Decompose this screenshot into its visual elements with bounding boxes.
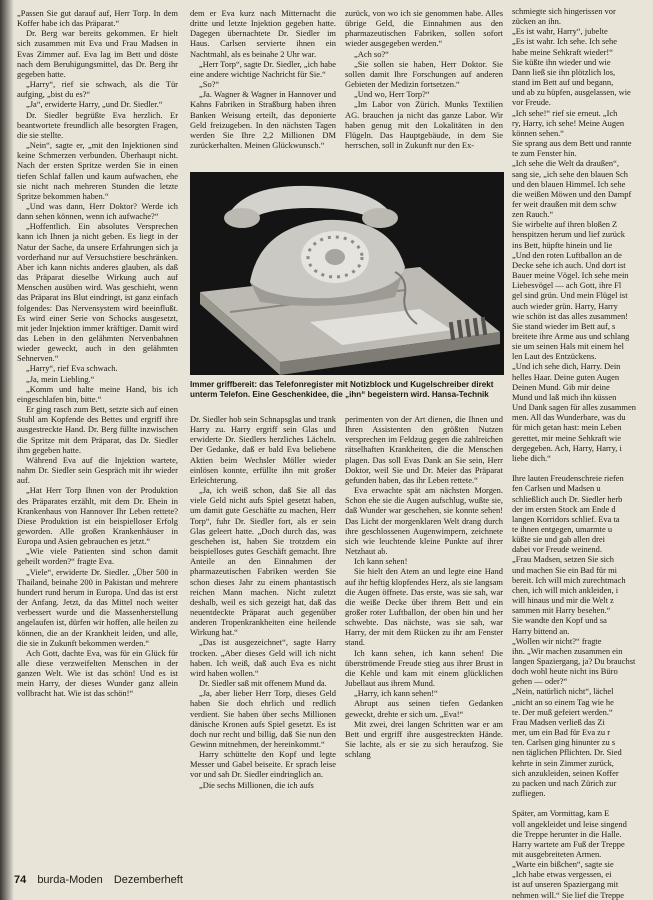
- paragraph: „Passen Sie gut darauf auf, Herr Torp. In dem Koffer habe ich das Präparat.“: [17, 8, 178, 29]
- paragraph: Mit zwei, drei langen Schritten war er am Bett und ergriff ihre ausgestreckten Hände. Sie lachte, als er sie zu sich heraufzog. Sie schlang: [345, 718, 503, 760]
- paragraph: Abrupt aus seinen tiefen Gedanken geweckt, drehte er sich um. „Eva!“: [345, 698, 503, 719]
- paragraph: ry, Harry, ich sehe! Meine Augen: [512, 117, 625, 128]
- article-column-1: [17, 8, 178, 860]
- scan-binding-shadow: [0, 0, 14, 900]
- paragraph: „Frau Madsen, setzen Sie sich: [512, 554, 614, 565]
- paragraph: Später, am Vormittag, kam E: [512, 808, 610, 819]
- paragraph: „Ach so?“: [354, 48, 389, 59]
- paragraph: len Laut des Entzückens.: [512, 351, 597, 362]
- paragraph: „Und den roten Luftballon an de: [512, 249, 622, 260]
- paragraph: „Ich sehe die Welt da draußen“,: [512, 158, 619, 169]
- photo-caption: Immer griffbereit: das Telefonregister mit Notizblock und Kugelschreiber direkt unterm Telefon. Eine Geschenkidee, die „ihn“ begeistern wird. Hansa-Technik: [190, 380, 494, 400]
- paragraph: auch wieder grün. Harry, Harry: [512, 300, 618, 311]
- paragraph: „nicht an so einem Tag wie he: [512, 696, 614, 707]
- paragraph: Dr. Berg war bereits gekommen. Er hielt sich zusammen mit Eva und Frau Madsen in Evas Zimmer auf. Eva lag im Bett und döste nach dem Beruhigungsmittel, das Dr. Berg ihr gegeben hatte.: [17, 28, 178, 79]
- paragraph: „Harry“, rief sie schwach, als die Tür aufging, „bist du es?“: [17, 79, 178, 100]
- paragraph: „Herr Torp“, sagte Dr. Siedler, „ich habe eine andere wichtige Nachricht für Sie.“: [190, 58, 336, 79]
- paragraph: für mich getan hast: mein Leben: [512, 422, 622, 433]
- paragraph: zen Rauch.“: [512, 209, 554, 220]
- paragraph: und ab zu hüpfen, ausgelassen, wie: [512, 87, 631, 98]
- paragraph: mit ausgebreiteten Armen.: [512, 848, 602, 859]
- paragraph: Er ging rasch zum Bett, setzte sich auf einen Stuhl am Kopfende des Bettes und ergriff ihre ausgestreckte Hand. Dr. Berg füllte inzwischen die Spritze mit dem Präparat, das Dr. Siedler ihm gegeben hatte.: [17, 404, 178, 455]
- paragraph: Ach Gott, dachte Eva, was für ein Glück für alle diese verzweifelten Menschen in der ganzen Welt. Wie ist das schön! Und es ist mein Harry, der dieses Wunder ganz allein vollbracht hat. Wie ist das schön!“: [17, 647, 178, 699]
- paragraph: sich anzukleiden, seinen Koffer: [512, 767, 619, 778]
- paragraph: Dr. Siedler saß mit offenem Mund da.: [199, 678, 327, 689]
- paragraph: gerettet, mir meine Sehkraft wie: [512, 432, 621, 443]
- telephone-image: [190, 172, 504, 375]
- paragraph: „Ja, ich weiß schon, daß Sie all das viele Geld nicht aufs Spiel gesetzt haben, um damit gute Geschäfte zu machen, Herr Torp“, fuhr Dr. Siedler fort, als er sein Glas geleert hatte. „Doch durch das, was geschehen ist, haben Sie trotzdem ein beispielloses gutes Geschäft gemacht. Ihre Anteile an den Einnahmen der pharmazeutischen Fabriken werden Sie schon dieses Jahr zu einem phantastisch reichen Mann machen. Nicht zuletzt deshalb, weil es sich gezeigt hat, daß das neuentdeckte Präparat auch gegenüber anderen Tropenkrankheiten eine heilende Wirkung hat.“: [190, 485, 336, 638]
- paragraph: der im ersten Stock am Ende d: [512, 503, 616, 514]
- paragraph: zücken an ihn.: [512, 16, 561, 27]
- paragraph: Sie stand wieder im Bett auf, s: [512, 320, 616, 331]
- paragraph: will hinaus und mir die Welt z: [512, 595, 614, 606]
- paragraph: nen täglichen Pflichten. Dr. Sied: [512, 747, 622, 758]
- paragraph: Sie küßte ihn wieder und wie: [512, 56, 611, 67]
- paragraph: „Viele“, erwiderte Dr. Siedler. „Über 500 in Thailand, beinahe 200 in Pakistan und mehrere hundert rund herum in Europa. Und das ist erst der Anfang. Jetzt, da das Mittel noch weiter verbessert wurde und die Massenherstellung angelaufen ist, dürfen wir hoffen, alle heilen zu können, die an der Krankheit leiden, und alle, die sie in Zukunft bekommen werden.“: [17, 566, 178, 648]
- paragraph: „Ja, mein Liebling.“: [26, 373, 95, 384]
- paragraph: „Sie sollen sie haben, Herr Doktor. Sie sollen damit Ihre Forschungen auf anderen Gebieten der Medizin fortsetzen.“: [345, 58, 503, 90]
- paragraph: Sie wirbelte auf ihren bloßen Z: [512, 219, 618, 230]
- paragraph: [512, 463, 653, 473]
- paragraph: liebe dich.“: [512, 452, 551, 463]
- paragraph: „Im Labor von Zürich. Munks Textilien AG. brauchen ja nicht das ganze Labor. Wir haben genug mit den Lokalitäten in den Flügeln. Das Hauptgebäude, in dem Sie herrschen, soll in Zukunft nur den Ex-: [345, 99, 503, 151]
- paragraph: langen Spaziergang, ja? Du brauchst: [512, 656, 636, 666]
- paragraph: nehmen will.“ Sie lief die Treppe: [512, 889, 625, 900]
- paragraph: chen, ich will mich ankleiden, i: [512, 584, 619, 595]
- article-column-3-top: [345, 8, 503, 164]
- paragraph: Dann ließ sie ihn plötzlich los,: [512, 66, 616, 77]
- paragraph: bereit. Ich will mich zurechtmach: [512, 574, 626, 585]
- paragraph: dergegeben. Ach, Harry, Harry, i: [512, 442, 622, 453]
- paragraph: te zum Fenster hin.: [512, 148, 577, 159]
- paragraph: wie schön ist das alles zusammen!: [512, 310, 628, 321]
- paragraph: „Ja, aber lieber Herr Torp, dieses Geld haben Sie doch ehrlich und redlich verdient. Sie haben über sechs Millionen dänische Kronen aufs Spiel gesetzt. Es ist doch nur recht und billig, daß Sie nun den Gewinn mitnehmen, der hereinkommt.“: [190, 688, 336, 749]
- paragraph: „Es ist wahr, Harry“, jubelte: [512, 26, 608, 37]
- paragraph: sie um seinen Hals mit einem hel: [512, 341, 625, 352]
- paragraph: habe meine Sehkraft wieder!“: [512, 46, 613, 57]
- paragraph: Bauer meine Vögel. Ich sehe mein: [512, 270, 629, 281]
- paragraph: gehen — oder?“: [512, 676, 568, 687]
- paragraph: Sie hielt den Atem an und legte eine Hand auf ihr heftig klopfendes Herz, als sie langsam die Augen öffnete. Das erste, was sie sah, war die weiße Decke über ihrem Bett und ein großer roter Luftballon, der oben hin und her schwebte. Das nächste, was sie sah, war Harry, der mit dem Rücken zu ihr am Fenster stand.: [345, 566, 503, 648]
- paragraph: „Die sechs Millionen, die ich aufs: [199, 779, 314, 790]
- paragraph: Eva erwachte spät am nächsten Morgen. Schon ehe sie die Augen aufschlug, wußte sie, daß Wunder war geschehen, sie konnte sehen! Das Licht der morgenklaren Welt drang durch ihre geschlossenen Augenwimpern, zeichnete sich wie leuchtende kleine Punkte auf ihrer Netzhaut ab.: [345, 485, 503, 557]
- paragraph: „Hat Herr Torp Ihnen von der Produktion des Präparates erzählt, mit dem Dr. Ehein in Krankenhaus von Hannover Ihr Leben rettete? Diese Produktion ist ein beispielloser Erfolg geworden. Alle großen Krankenhäuser in Europa und Asien gebrauchen es jetzt.“: [17, 485, 178, 547]
- paragraph: sammen mit Harry besehen.“: [512, 605, 611, 616]
- paragraph: Sie sprang aus dem Bett und rannte: [512, 138, 632, 149]
- paragraph: ihn. „Wir machen zusammen ein: [512, 645, 623, 656]
- paragraph: Liebesvögel — ach Gott, ihre Fl: [512, 280, 622, 291]
- paragraph: fer weit draußen mit dem schw: [512, 198, 617, 209]
- paragraph: stand im Bett auf und begann,: [512, 77, 614, 88]
- paragraph: „Wie viele Patienten sind schon damit geheilt worden?“ fragte Eva.: [17, 546, 178, 567]
- paragraph: „So?“: [199, 79, 220, 90]
- paragraph: „Nein“, sagte er, „mit den Injektionen sind keine Schmerzen verbunden. Überhaupt nicht. Nach der ersten Spritze werden Sie in einen tiefen Schlaf fallen und kaum aufwachen, ehe sie nicht nach mehreren Stunden die letzte Spritze bekommen haben.“: [17, 140, 178, 201]
- paragraph: „Und wo, Herr Torp?“: [354, 89, 430, 100]
- paragraph: Dr. Siedler hob sein Schnapsglas und trank Harry zu. Harry ergriff sein Glas und erwiderte Dr. Siedlers herzliches Lächeln. Der Gedanke, daß er bald Eva beliebene Aktien beim Wechsler Möller wieder einlösen konnte, erfüllte ihn mit großer Erleichterung.: [190, 414, 336, 485]
- paragraph: Decke sehe ich auch. Und dort ist: [512, 259, 626, 270]
- paragraph: sang sie, „ich sehe den blauen Sch: [512, 168, 628, 179]
- paragraph: „Und was dann, Herr Doktor? Werde ich dann sehen können, wenn ich aufwache?“: [17, 200, 178, 222]
- paragraph: doch wohl heute nicht ins Büro: [512, 666, 618, 677]
- paragraph: und den blauen Himmel. Ich sehe: [512, 178, 626, 189]
- paragraph: Und Dank sagen für alles zusammen: [512, 402, 636, 413]
- paragraph: „Hoffentlich. Ein absolutes Versprechen kann ich Ihnen ja nicht geben. Es liegt in der Natur der Sache, da unsere Erfahrungen sich ja vorderhand nur auf Versuchstiere beschränken. Aber ich kann nichts anderes glauben, als daß das Präparat dieselbe Wirkung auch auf Menschen ausüben wird. Was geschieht, wenn das Präparat ins Blut eindringt, ist ganz einfach folgendes: Das Nervensystem wird beeinflußt. Es wird einer Serie von Schocks ausgesetzt, mit jeder Injektion immer kräftiger. Damit wird das Leben in den gelähmten Nervenbahnen wieder geweckt, auch in den gelähmten Sehnerven.“: [17, 221, 178, 364]
- paragraph: helles Haar. Deine guten Augen: [512, 371, 620, 382]
- paragraph: „Harry“, rief Eva schwach.: [26, 363, 118, 374]
- paragraph: können sehen.“: [512, 127, 565, 138]
- paragraph: Harry wartete am Fuß der Treppe: [512, 838, 625, 849]
- page-number: 74: [14, 874, 27, 886]
- paragraph: „Warte ein bißchen“, sagte sie: [512, 859, 614, 870]
- paragraph: Deinen Mund. Gib mir deine: [512, 381, 610, 392]
- paragraph: „Komm und halte meine Hand, bis ich eingeschlafen bin, bitte.“: [17, 383, 178, 404]
- paragraph: fen Carlsen und Madsen u: [512, 483, 601, 494]
- paragraph: zurück, von wo ich sie genommen habe. Alles übrige Geld, die Einnahmen aus den pharmazeutischen Fabriken, sollen sofort wieder ausgegeben werden.“: [345, 8, 503, 49]
- paragraph: schließlich auch Dr. Siedler herb: [512, 493, 623, 504]
- product-photo: [190, 172, 504, 375]
- paragraph: dabei vor Freude weinend.: [512, 544, 602, 555]
- paragraph: Ihre lauten Freudenschreie riefen: [512, 473, 624, 484]
- paragraph: „Ich sehe!“ rief sie erneut. „Ich: [512, 107, 618, 118]
- issue-label: Dezemberheft: [113, 874, 183, 886]
- paragraph: [512, 798, 653, 808]
- paragraph: vor Freude.: [512, 97, 551, 108]
- paragraph: die Treppe herunter in die Halle.: [512, 828, 622, 839]
- paragraph: und machen Sie ein Bad für mi: [512, 564, 617, 575]
- paragraph: Harry schüttelte den Kopf und legte Messer und Gabel beiseite. Er sprach leise vor und sah Dr. Siedler eindringlich an.: [190, 749, 336, 780]
- paragraph: kehrte in sein Zimmer zurück,: [512, 757, 614, 768]
- paragraph: zufliegen.: [512, 788, 546, 799]
- paragraph: Sie wandte den Kopf und sa: [512, 615, 607, 626]
- paragraph: Mund und laß mich ihn küssen: [512, 391, 617, 402]
- paragraph: mer, um ein Bad für Eva zu r: [512, 727, 611, 738]
- article-column-2: [190, 414, 336, 860]
- paragraph: „Wollen wir nicht?“ fragte: [512, 635, 602, 646]
- paragraph: „Es ist wahr. Ich sehe. Ich sehe: [512, 36, 617, 47]
- article-column-3: [345, 414, 503, 860]
- paragraph: voll angekleidet und leise singend: [512, 818, 627, 829]
- paragraph: „Ja“, erwiderte Harry, „und Dr. Siedler.“: [26, 99, 163, 110]
- paragraph: dem er Eva kurz nach Mitternacht die dritte und letzte Injektion gegeben hatte. Dagegen übernachtete Dr. Siedler im Haus. Carlsen servierte ihnen ein Nachtmahl, als es beinahe 2 Uhr war.: [190, 8, 336, 59]
- paragraph: henspitzen herum und lief zurück: [512, 229, 625, 240]
- paragraph: „Und ich sehe dich, Harry. Dein: [512, 361, 621, 372]
- paragraph: die weißen Möwen und den Dampf: [512, 188, 632, 199]
- paragraph: breitete ihre Arme aus und schlang: [512, 331, 630, 341]
- paragraph: men. All das Wunderbare, was du: [512, 412, 626, 423]
- paragraph: ins Bett, hüpfte hinein und lie: [512, 239, 613, 250]
- paragraph: Während Eva auf die Injektion wartete, nahm Dr. Siedler sein Gespräch mit ihr wieder auf.: [17, 454, 178, 486]
- article-column-2-top: [190, 8, 336, 164]
- paragraph: ist auf unseren Spaziergang mit: [512, 879, 619, 890]
- paragraph: „Das ist ausgezeichnet“, sagte Harry trocken. „Aber dieses Geld will ich nicht haben. Ich weiß, daß auch Eva es nicht wird haben wollen.“: [190, 637, 336, 678]
- paragraph: gel sind grün. Und mein Flügel ist: [512, 290, 628, 301]
- paragraph: Ich kann sehen!: [354, 556, 408, 567]
- paragraph: perimenten von der Art dienen, die Ihnen und Ihren Assistenten den größten Nutzen versprechen im Feldzug gegen die zahlreichen rätselhaften Krankheiten, die die Menschen plagen. Das soll Evas Dank an Sie sein, Herr Doktor, weil Sie und Dr. Meier das Präparat gefunden haben, das ihr Leben rettete.“: [345, 414, 503, 485]
- paragraph: langen Korridors schlief. Eva ta: [512, 513, 620, 524]
- paragraph: te ihnen entgegen, umarmte u: [512, 523, 613, 534]
- paragraph: Ich kann sehen, ich kann sehen! Die überströmende Freude stieg aus ihrer Brust in die Kehle und kam mit einem glücklichen Jubellaut aus ihrem Mund.: [345, 647, 503, 689]
- paragraph: Harry bittend an.: [512, 625, 570, 636]
- paragraph: schmiegte sich hingerissen vor: [512, 6, 616, 16]
- paragraph: „Ja. Wagner & Wagner in Hannover und Kahns Fabriken in Straßburg haben ihren Banken Weisung erteilt, das deponierte Geld freizugeben. In den nächsten Tagen werden Sie Ihre 2,2 Millionen DM zurückerhalten. Meinen Glückwunsch.“: [190, 89, 336, 151]
- paragraph: küßte sie und gab allen drei: [512, 534, 606, 545]
- paragraph: ten. Carlsen ging hinunter zu s: [512, 737, 616, 748]
- paragraph: Dr. Siedler begrüßte Eva herzlich. Er beantwortete freundlich alle besorgten Fragen, die sie stellte.: [17, 109, 178, 140]
- paragraph: te. Der muß gefeiert werden.“: [512, 706, 613, 717]
- paragraph: zu packen und nach Zürich zur: [512, 777, 617, 788]
- paragraph: Frau Madsen verließ das Zi: [512, 716, 605, 727]
- paragraph: „Nein, natürlich nicht“, lächel: [512, 686, 614, 697]
- paragraph: „Ich habe etwas vergessen, ei: [512, 869, 612, 880]
- article-column-4: [512, 6, 653, 900]
- page-footer: [14, 874, 183, 886]
- magazine-name: burda-Moden: [37, 874, 103, 886]
- paragraph: „Harry, ich kann sehen!“: [354, 688, 438, 699]
